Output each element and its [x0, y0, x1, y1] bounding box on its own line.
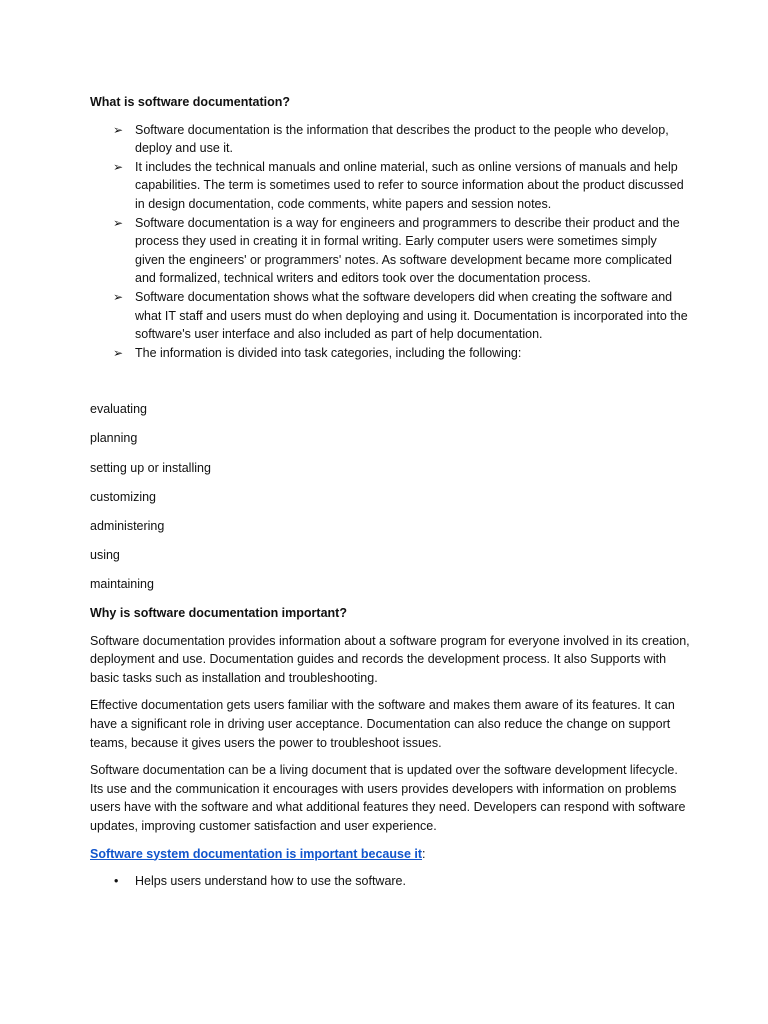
heading-what-is-documentation: What is software documentation?: [90, 95, 291, 109]
task-item: setting up or installing: [90, 460, 211, 475]
importance-bullet-list: [90, 872, 690, 891]
link-suffix: :: [422, 846, 426, 861]
list-item: [113, 288, 690, 344]
dot-bullet-icon: •: [114, 874, 119, 889]
arrowhead-bullet-icon: ➢: [113, 215, 124, 230]
task-category-list: [90, 400, 690, 593]
heading-why-important: Why is software documentation important?: [90, 605, 347, 620]
paragraph: Effective documentation gets users familiar with the software and makes them aware of its features. It can have a significant role in driving user acceptance. Documentation can also reduce the change on support teams, because it gives users the power to troubleshoot issues.: [90, 698, 675, 750]
definition-bullet-list: [90, 121, 690, 363]
document-body: [90, 93, 690, 891]
task-item: using: [90, 547, 120, 562]
task-item: maintaining: [90, 576, 154, 591]
list-item: [114, 872, 690, 891]
list-item-text: Software documentation is a way for engineers and programmers to describe their product and the process they used in creating it in formal writing. Early computer users were sometimes simply given the engineers' or programmers' notes. As software development became more complicated and formalized, technical writers and editors took over the documentation process.: [135, 215, 680, 286]
list-item-text: It includes the technical manuals and online material, such as online versions of manuals and help capabilities. The term is sometimes used to refer to source information about the product discussed in design documentation, code comments, white papers and session notes.: [135, 159, 684, 211]
link-line: [90, 845, 690, 864]
list-item-text: Software documentation shows what the software developers did when creating the software and what IT staff and users must do when deploying and using it. Documentation is incorporated into the software's user interface and also included as part of help documentation.: [135, 289, 688, 342]
documentation-importance-link[interactable]: Software system documentation is important because it: [90, 846, 423, 861]
list-item: [113, 344, 690, 363]
task-item: administering: [90, 518, 165, 533]
task-item: evaluating: [90, 402, 147, 417]
task-item: customizing: [90, 489, 156, 504]
paragraph: Software documentation can be a living document that is updated over the software development lifecycle. Its use and the communication it encourages with users provides developers with information on problems users have with the software and what additional features they need. Developers can respond with software updates, improving customer satisfaction and user experience.: [90, 763, 686, 833]
arrowhead-bullet-icon: ➢: [113, 345, 124, 360]
list-item: [113, 214, 690, 288]
arrowhead-bullet-icon: ➢: [113, 289, 124, 304]
list-item-text: Helps users understand how to use the software.: [135, 874, 406, 889]
paragraph: Software documentation provides information about a software program for everyone involved in its creation, deployment and use. Documentation guides and records the development process. It also Supports with basic tasks such as installation and troubleshooting.: [90, 633, 690, 685]
arrowhead-bullet-icon: ➢: [113, 159, 124, 174]
list-item-text: The information is divided into task categories, including the following:: [135, 345, 522, 360]
arrowhead-bullet-icon: ➢: [113, 122, 124, 137]
task-item: planning: [90, 431, 138, 446]
list-item: [113, 158, 690, 214]
list-item: [113, 121, 690, 158]
list-item-text: Software documentation is the information that describes the product to the people who develop, deploy and use it.: [135, 122, 669, 156]
